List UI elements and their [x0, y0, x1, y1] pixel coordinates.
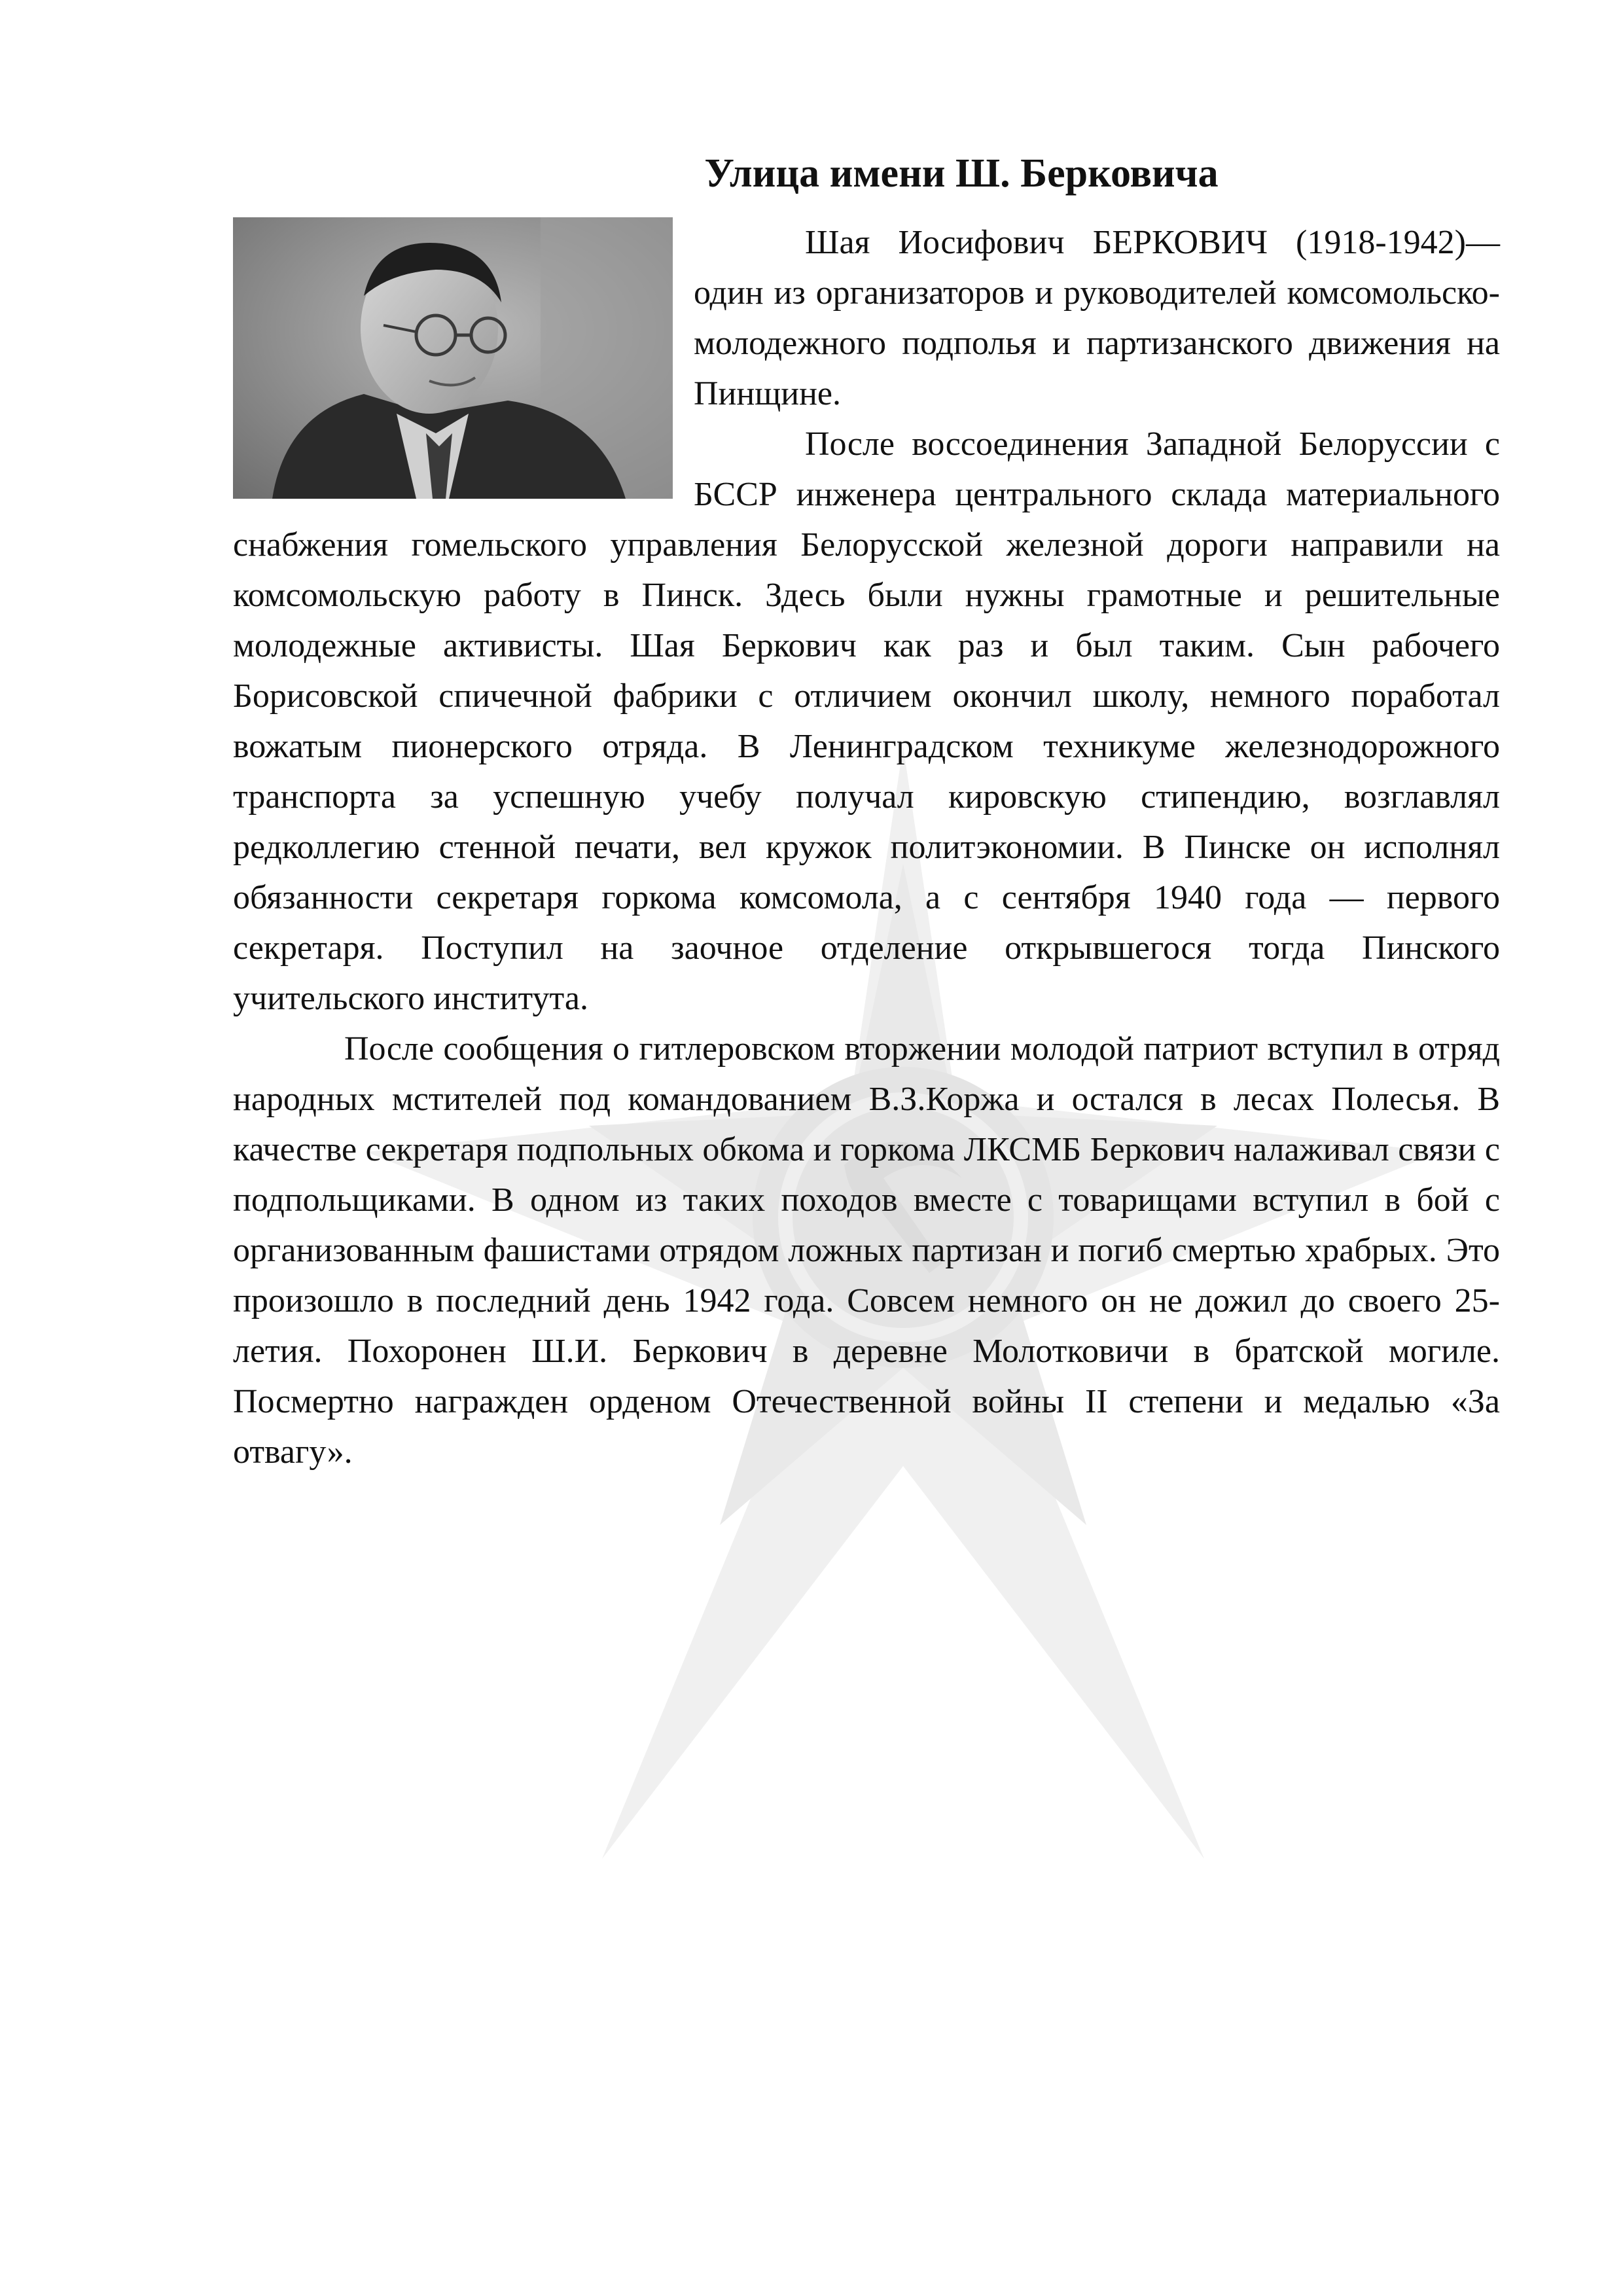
paragraph-career: После воссоединения Западной Белоруссии с БССР инженера центрального склада материального снабжения гомельского управления Белорусской железной дороги направили на комсомольскую работу в Пинск. Здесь были нужны грамотные и решительные молодежные активисты. Шая Беркович как раз и был таким. Сын рабочего Борисовской спичечной фабрики с отличием окончил школу, немного поработал вожатым пионерского отряда. В Ленинградском техникуме железнодорожного транспорта за успешную учебу получал кировскую стипендию, возглавлял редколлегию стенной печати, вел кружок политэкономии. В Пинске он исполнял обязанности секретаря горкома комсомола, а с сентября 1940 года — первого секретаря. Поступил на заочное отделение открывшегося тогда Пинского учительского института. [233, 425, 1500, 1017]
paragraph-war: После сообщения о гитлеровском вторжении молодой патриот вступил в отряд народных мстителей под командованием В.З.Коржа и остался в лесах Полесья. В качестве секретаря подпольных обкома и горкома ЛКСМБ Беркович налаживал связи с подпольщиками. В одном из таких походов вместе с товарищами вступил в бой с организованным фашистами отрядом ложных партизан и погиб смертью храбрых. Это произошло в последний день 1942 года. Совсем немного он не дожил до своего 25- летия. Похоронен Ш.И. Беркович в деревне Молотковичи в братской могиле. Посмертно награжден орденом Отечественной войны II степени и медалью «За отвагу». [233, 1030, 1500, 1471]
paragraph-intro: Шая Иосифович БЕРКОВИЧ (1918-1942)— один из организаторов и руководителей комсомольско-молодежного подполья и партизанского движения на Пинщине. [694, 224, 1500, 412]
document-page [233, 144, 1500, 1477]
document-title: Улица имени Ш. Берковича [704, 151, 1219, 196]
portrait-photo [233, 217, 673, 499]
